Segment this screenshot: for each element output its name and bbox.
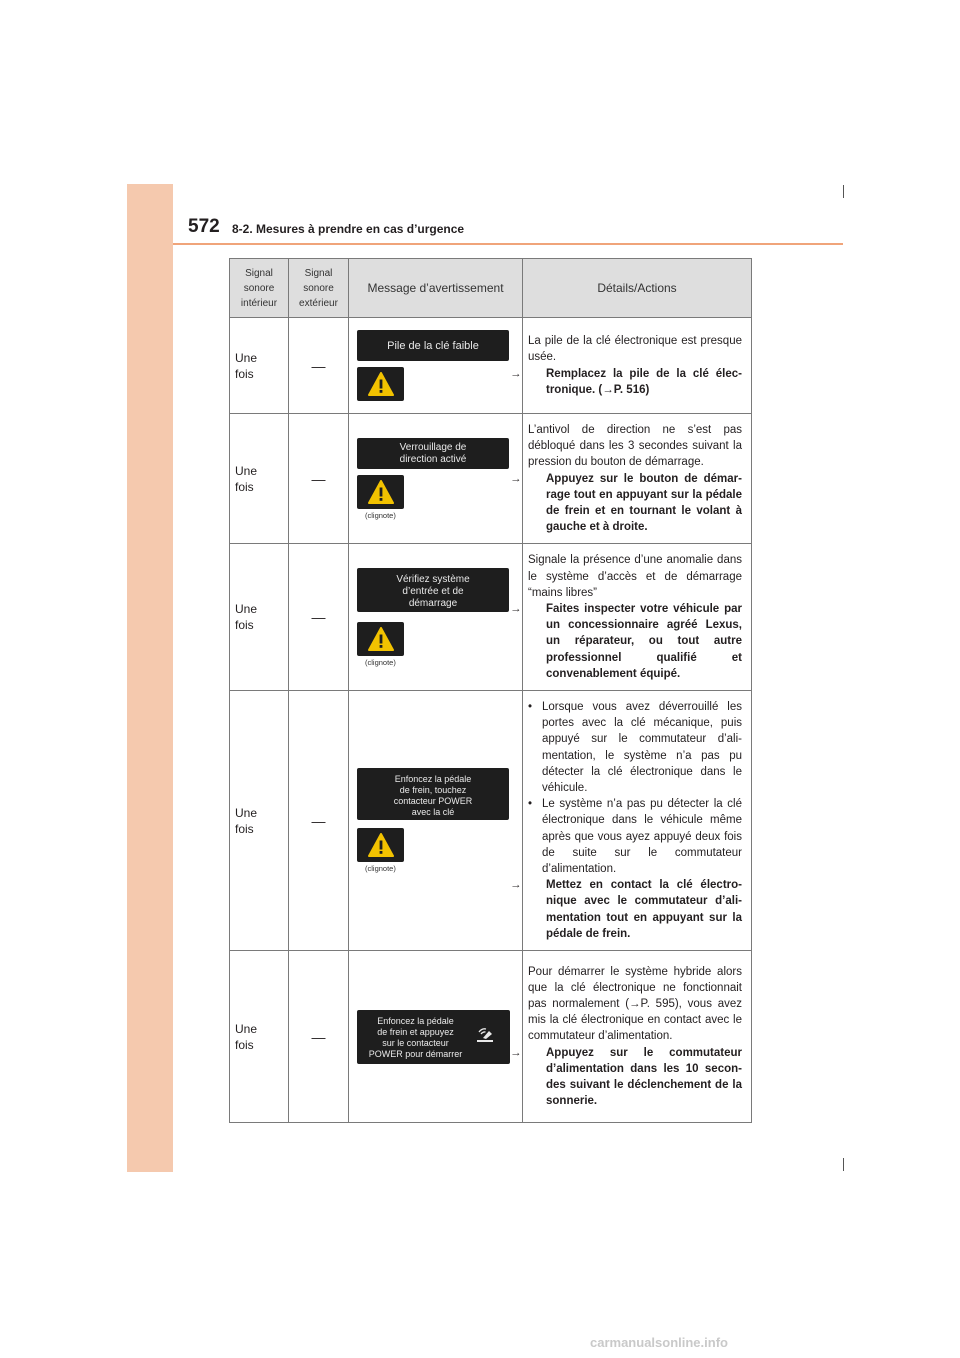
header-inner-buzzer: Signal sonore intérieur: [230, 259, 289, 318]
watermark: carmanualsonline.info: [590, 1335, 728, 1350]
key-fob-icon: [474, 1026, 496, 1044]
crop-mark-bottom: [843, 1158, 844, 1171]
inner-buzzer-cell: Une fois: [230, 318, 289, 414]
details-cell: Pour démarrer le système hybride alors que la clé électronique ne fonctionnait pas normalement (→P. 595), vous avez mis la clé électronique en contact avec le commutateur d’alimentation. → Appuyez sur le commutateur d’alimentation dans les 10 secondes suivant le déclenchement de la sonnerie.: [523, 951, 752, 1123]
display-message: Enfoncez la pédale de frein, touchez contacteur POWER avec la clé: [357, 768, 509, 820]
message-cell: [349, 951, 523, 1123]
table-row: [230, 414, 752, 544]
warning-triangle-icon: [357, 367, 404, 401]
table-row: [230, 318, 752, 414]
table-row: [230, 544, 752, 691]
display-message: Enfoncez la pédale de frein et appuyez sur le contacteur POWER pour démarrer: [357, 1010, 510, 1064]
display-message: Vérifiez système d’entrée et de démarrage: [357, 568, 509, 612]
details-cell: L’antivol de direction ne s’est pas débloqué dans les 3 secondes suivant la pression du bouton de démarrage. → Appuyez sur le bouton de démarrage tout en appuyant sur la pédale de frein et en tournant le volant à gauche et à droite.: [523, 414, 752, 544]
message-cell: [349, 691, 523, 951]
inner-buzzer-cell: Une fois: [230, 691, 289, 951]
crop-mark-top: [843, 185, 844, 198]
section-title: 8-2. Mesures à prendre en cas d’urgence: [232, 222, 465, 236]
outer-buzzer-cell: —: [289, 318, 349, 414]
header-message: Message d’avertissement: [349, 259, 523, 318]
header-details: Détails/Actions: [523, 259, 752, 318]
warning-table: [229, 258, 752, 1123]
outer-buzzer-cell: —: [289, 951, 349, 1123]
warning-triangle-icon: [357, 475, 404, 509]
inner-buzzer-cell: Une fois: [230, 544, 289, 691]
inner-buzzer-cell: Une fois: [230, 951, 289, 1123]
display-message: Pile de la clé faible: [357, 330, 509, 361]
chapter-sidebar-tab: [127, 184, 173, 1172]
outer-buzzer-cell: —: [289, 691, 349, 951]
message-cell: [349, 544, 523, 691]
details-cell: La pile de la clé électronique est presque usée. → Remplacez la pile de la clé électronique. (→P. 516): [523, 318, 752, 414]
blink-note: (clignote): [365, 657, 396, 667]
outer-buzzer-cell: —: [289, 544, 349, 691]
table-header-row: [230, 259, 752, 318]
details-cell: • Lorsque vous avez déverrouillé les portes avec la clé mécanique, puis appuyé sur le commutateur d’alimentation, le système n’a pas pu détecter la clé électronique dans le véhicule. • Le système n’a pas pu détecter la clé électronique dans le véhicule même après que vous ayez appuyé deux fois de suite sur le commutateur d’alimentation. → Mettez en contact la clé électronique avec le commutateur d’alimentation tout en appuyant sur la pédale de frein.: [523, 691, 752, 951]
message-cell: [349, 318, 523, 414]
blink-note: (clignote): [365, 864, 396, 874]
page-number: 572: [188, 216, 220, 237]
display-message: Verrouillage de direction activé: [357, 438, 509, 469]
header-outer-buzzer: Signal sonore extérieur: [289, 259, 349, 318]
details-cell: Signale la présence d’une anomalie dans le système d’accès et de démarrage “mains libres” → Faites inspecter votre véhicule par un concessionnaire agréé Lexus, un réparateur, ou tout autre professionnel qualifié et convenablement équipé.: [523, 544, 752, 691]
warning-triangle-icon: [357, 828, 404, 862]
outer-buzzer-cell: —: [289, 414, 349, 544]
warning-triangle-icon: [357, 622, 404, 656]
header-rule: [173, 243, 843, 245]
inner-buzzer-cell: Une fois: [230, 414, 289, 544]
table-row: [230, 691, 752, 951]
message-cell: [349, 414, 523, 544]
blink-note: (clignote): [365, 510, 396, 520]
table-row: [230, 951, 752, 1123]
